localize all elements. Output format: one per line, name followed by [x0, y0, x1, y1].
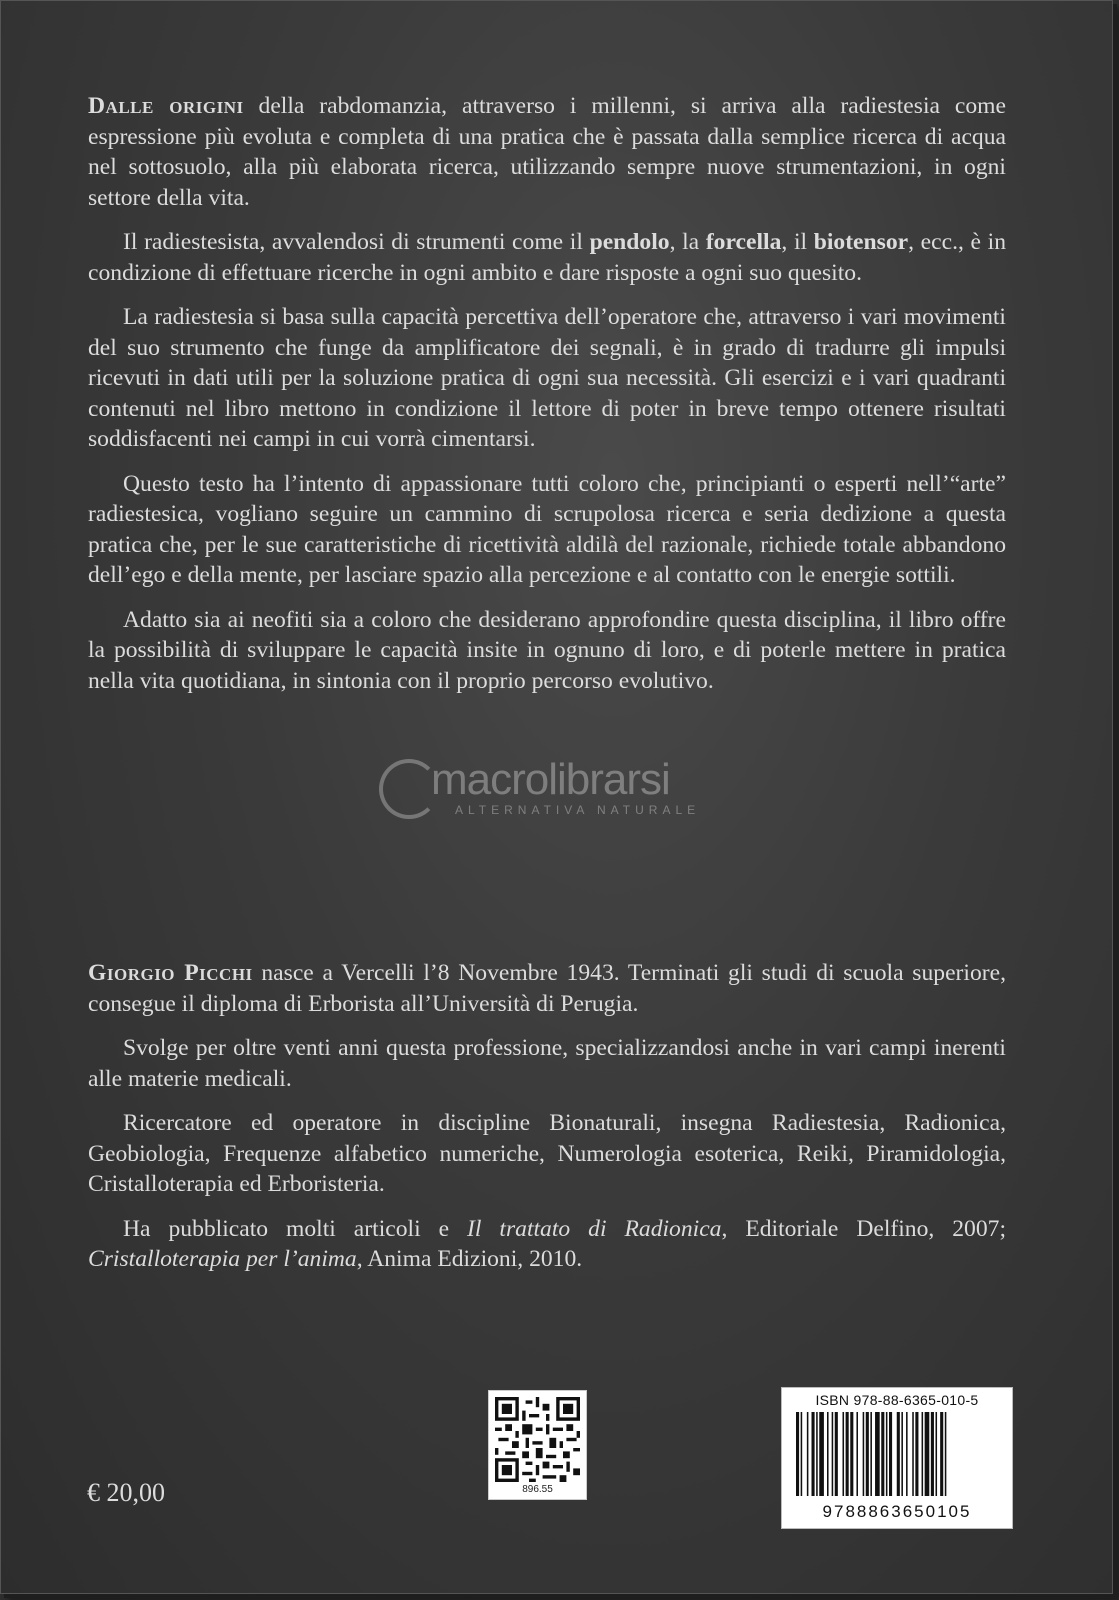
description-paragraph: La radiestesia si basa sulla capacità percettiva dell’operatore che, attraverso i vari movimenti del suo strumento che funge da amplificatore dei segnali, è in grado di tradurre gli impulsi ricevuti in dati utili per la soluzione pratica di ogni sua necessità. Gli esercizi e i vari quadranti contenuti nel libro mettono in condizione il lettore di poter in breve tempo ottenere risultati soddisfacenti nei campi in cui vorrà cimentarsi.	[88, 304, 1006, 452]
keyword-pendolo: pendolo	[589, 229, 670, 255]
paragraph-text: Ha pubblicato molti articoli e	[123, 1215, 468, 1242]
book-description	[88, 91, 1006, 710]
description-paragraph	[88, 91, 1006, 213]
keyword-biotensor: biotensor	[813, 229, 909, 255]
book-title: Il trattato di Radionica	[467, 1215, 722, 1242]
bio-paragraph	[88, 958, 1006, 1019]
author-bio	[88, 958, 1006, 1289]
qr-code-icon	[495, 1397, 580, 1482]
barcode-digits: 9788863650105	[822, 1502, 972, 1521]
bio-paragraph: Svolge per oltre venti anni questa professione, specializzandosi anche in vari campi inerenti alle materie medicali.	[88, 1035, 1006, 1092]
keyword-forcella: forcella	[705, 229, 782, 255]
watermark-name: macrolibrarsi	[431, 755, 670, 804]
qr-code	[488, 1390, 587, 1500]
book-title: Cristalloterapia per l’anima	[88, 1246, 357, 1272]
qr-code-label: 896.55	[522, 1484, 553, 1495]
lead-in: Dalle origini	[88, 93, 244, 119]
watermark-logo-icon	[379, 759, 439, 819]
isbn-barcode	[781, 1387, 1013, 1529]
paragraph-text: , Anima Edizioni, 2010.	[356, 1246, 583, 1272]
paragraph-text: , ecc., è in condizione di effettuare ricerche in ogni ambito e dare risposte a ogni suo quesito.	[88, 229, 1006, 286]
author-name: Giorgio Picchi	[88, 960, 253, 986]
paragraph-text: Il radiestesista, avvalendosi di strumenti come il	[123, 229, 590, 255]
paragraph-text: nasce a Vercelli l’8 Novembre 1943. Terminati gli studi di scuola superiore, consegue il diploma di Erborista all’Università di Perugia.	[88, 960, 1006, 1017]
paragraph-text: della rabdomanzia, attraverso i millenni, si arriva alla radiestesia come espressione più evoluta e completa di una pratica che è passata dalla semplice ricerca di acqua nel sottosuolo, alla più elaborata ricerca, utilizzando sempre nuove strumentazioni, in ogni settore della vita.	[88, 93, 1006, 211]
paragraph-text: , la	[669, 229, 706, 255]
paragraph-text: , Editoriale Delfino, 2007;	[721, 1215, 1006, 1242]
description-paragraph: Adatto sia ai neofiti sia a coloro che desiderano approfondire questa disciplina, il libro offre la possibilità di sviluppare le capacità insite in ognuno di loro, e di poterle mettere in pratica nella vita quotidiana, in sintonia con il proprio percorso evolutivo.	[88, 606, 1006, 694]
description-paragraph	[88, 227, 1006, 288]
watermark-tagline: ALTERNATIVA NATURALE	[455, 803, 701, 817]
isbn-label: ISBN 978-88-6365-010-5	[815, 1392, 979, 1408]
barcode-icon	[796, 1412, 998, 1496]
bio-paragraph: Ricercatore ed operatore in discipline Bionaturali, insegna Radiestesia, Radionica, Geobiologia, Frequenze alfabetico numeriche, Numerologia esoterica, Reiki, Piramidologia, Cristalloterapia ed Erboristeria.	[88, 1110, 1006, 1197]
description-paragraph: Questo testo ha l’intento di appassionare tutti coloro che, principianti o esperti nell’“arte” radiestesica, vogliano seguire un cammino di scrupolosa ricerca e seria dedizione a questa pratica che, per le sue caratteristiche di ricettività aldilà del razionale, richiede totale abbandono dell’ego e della mente, per lasciare spazio alla percezione e al contatto con le energie sottili.	[88, 470, 1006, 588]
bio-paragraph	[88, 1214, 1006, 1275]
price: € 20,00	[87, 1478, 165, 1507]
paragraph-text: , il	[781, 229, 814, 255]
watermark	[371, 751, 771, 831]
